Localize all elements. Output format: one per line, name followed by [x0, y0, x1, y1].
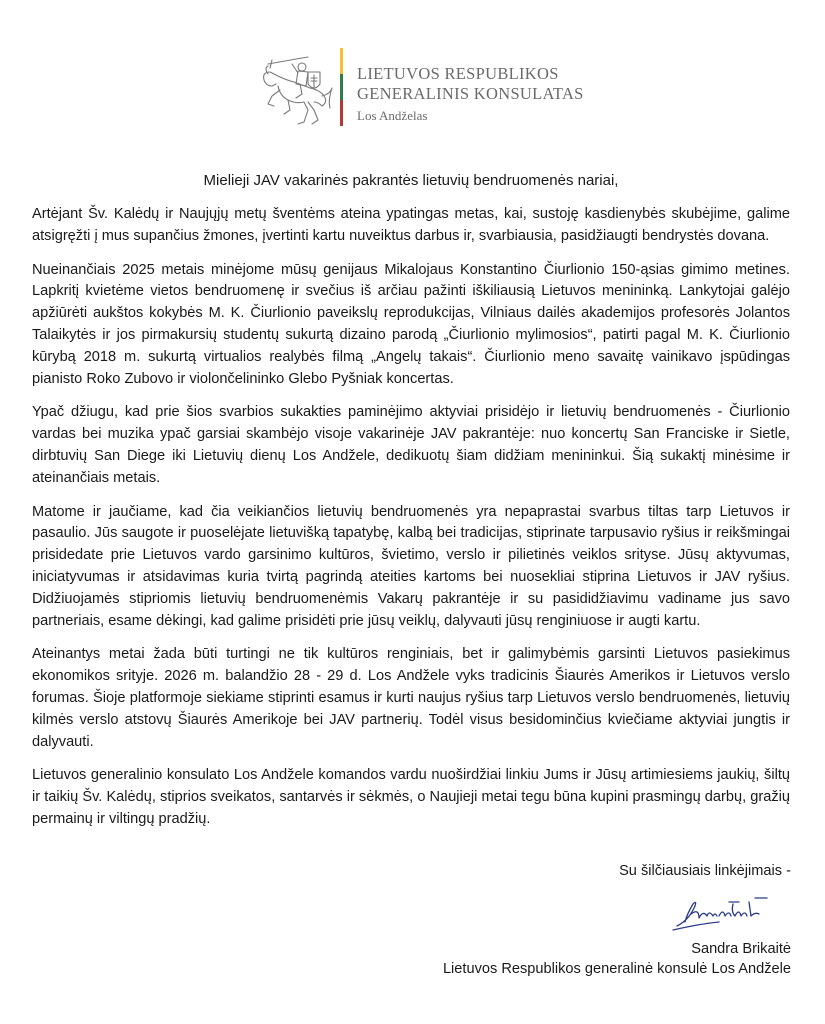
tricolor-green [340, 74, 343, 100]
signer-title: Lietuvos Respublikos generalinė konsulė Los Andžele [442, 961, 791, 977]
letter-body [32, 170, 790, 843]
logo-line-republic: LIETUVOS RESPUBLIKOS [357, 64, 559, 83]
signer-name: Sandra Brikaitė [691, 941, 791, 957]
letter-closing: Su šilčiausiais linkėjimais - [619, 863, 791, 879]
consulate-logo-text [357, 64, 584, 126]
paragraph-community-contribution: Ypač džiugu, kad prie šios svarbios sukakties paminėjimo aktyviai prisidėjo ir lietuvių bendruomenės - Čiurlionio vardas bei muzika ypač garsiai skambėjo visoje vakarinėje JAV pakrantėje: nuo koncertų San Franciske ir Sietle, dirbtuvių San Diege iki Lietuvių dienų Los Andžele, dedikuotų šiam didžiam menininkui. Šią sukaktį minėsime ir ateinančiais metais. [32, 404, 790, 486]
letterhead [0, 0, 825, 140]
letter-greeting: Mielieji JAV vakarinės pakrantės lietuvių bendruomenės nariai, [203, 172, 619, 189]
paragraph-ciurlionis-anniversary: Nueinančiais 2025 metais minėjome mūsų genijaus Mikalojaus Konstantino Čiurlionio 150-ąsias gimimo metines. Lapkritį kvietėme vietos bendruomenę ir svečius iš arčiau pažinti iškiliausią Lietuvos menininką. Lankytojai galėjo apžiūrėti aukštos kokybės M. K. Čiurlionio paveikslų reprodukcijas, Vilniaus dailės akademijos profesorės Jolantos Talaikytės ir jos pirmakursių studentų sukurtą dizaino parodą „Čiurlionio mylimosios“, patirti pagal M. K. Čiurlionio kūrybą 2018 m. sukurtą virtualios realybės filmą „Angelų takais“. Čiurlionio meno savaitę vainikavo įspūdingas pianisto Roko Zubovo ir violončelininko Glebo Pyšniak koncertas. [32, 261, 790, 387]
paragraph-holiday-intro: Artėjant Šv. Kalėdų ir Naujųjų metų šventėms ateina ypatingas metas, kai, sustoję kasdienybės skubėjime, galime atsigręžti į mus supančius žmones, įvertinti kartu nuveiktus darbus ir, svarbiausia, pasidžiaugti bendrystės dovana. [32, 206, 790, 244]
tricolor-yellow [340, 48, 343, 74]
handwritten-signature-icon [669, 892, 779, 932]
tricolor-red [340, 100, 343, 126]
paragraph-holiday-wishes: Lietuvos generalinio konsulato Los Andžele komandos vardu nuoširdžiai linkiu Jums ir Jūsų artimiesiems jaukių, šiltų ir taikių Šv. Kalėdų, stiprios sveikatos, santarvės ir sėkmės, o Naujieji metai tegu būna kupini prasmingų darbų, gražių permainų ir viltingų pradžių. [32, 767, 790, 827]
paragraph-community-bridge: Matome ir jaučiame, kad čia veikiančios lietuvių bendruomenės yra nepaprastai svarbus tiltas tarp Lietuvos ir pasaulio. Jūs saugote ir puoselėjate lietuvišką tapatybę, kalbą bei tradicijas, stiprinate tarpusavio ryšius ir reikšmingai prisidedate prie Lietuvos vardo garsinimo kultūros, švietimo, verslo ir pilietinės veiklos srityse. Jūsų aktyvumas, iniciatyvumas ir atsidavimas kuria tvirtą pagrindą ateities kartoms bei nuosekliai stiprina Lietuvos ir JAV ryšius. Didžiuojamės stipriomis lietuvių bendruomenėmis Vakarų pakrantėje ir su pasididžiavimu vadiname jus savo partneriais, esame dėkingi, kad galime prisidėti prie jūsų veiklų, dalyvauti jūsų renginiuose ir augti kartu. [32, 503, 790, 629]
lithuanian-tricolor-bar [340, 48, 343, 126]
vytis-knight-emblem-icon [258, 50, 334, 128]
paragraph-business-forum: Ateinantys metai žada būti turtingi ne tik kultūros renginiais, bet ir galimybėmis garsinti Lietuvos pasiekimus ekonomikos srityje. 2026 m. balandžio 28 - 29 d. Los Andžele vyks tradicinis Šiaurės Amerikos ir Lietuvos verslo forumas. Šioje platformoje siekiame stiprinti esamus ir kurti naujus ryšius tarp Lietuvos verslo bendruomenės, lietuvių kilmės verslo atstovų Šiaurės Amerikoje bei JAV partnerių. Todėl visus besidominčius kviečiame aktyviai jungtis ir dalyvauti. [32, 646, 790, 750]
logo-line-city: Los Andželas [357, 108, 428, 123]
logo-line-consulate: GENERALINIS KONSULATAS [357, 84, 584, 103]
